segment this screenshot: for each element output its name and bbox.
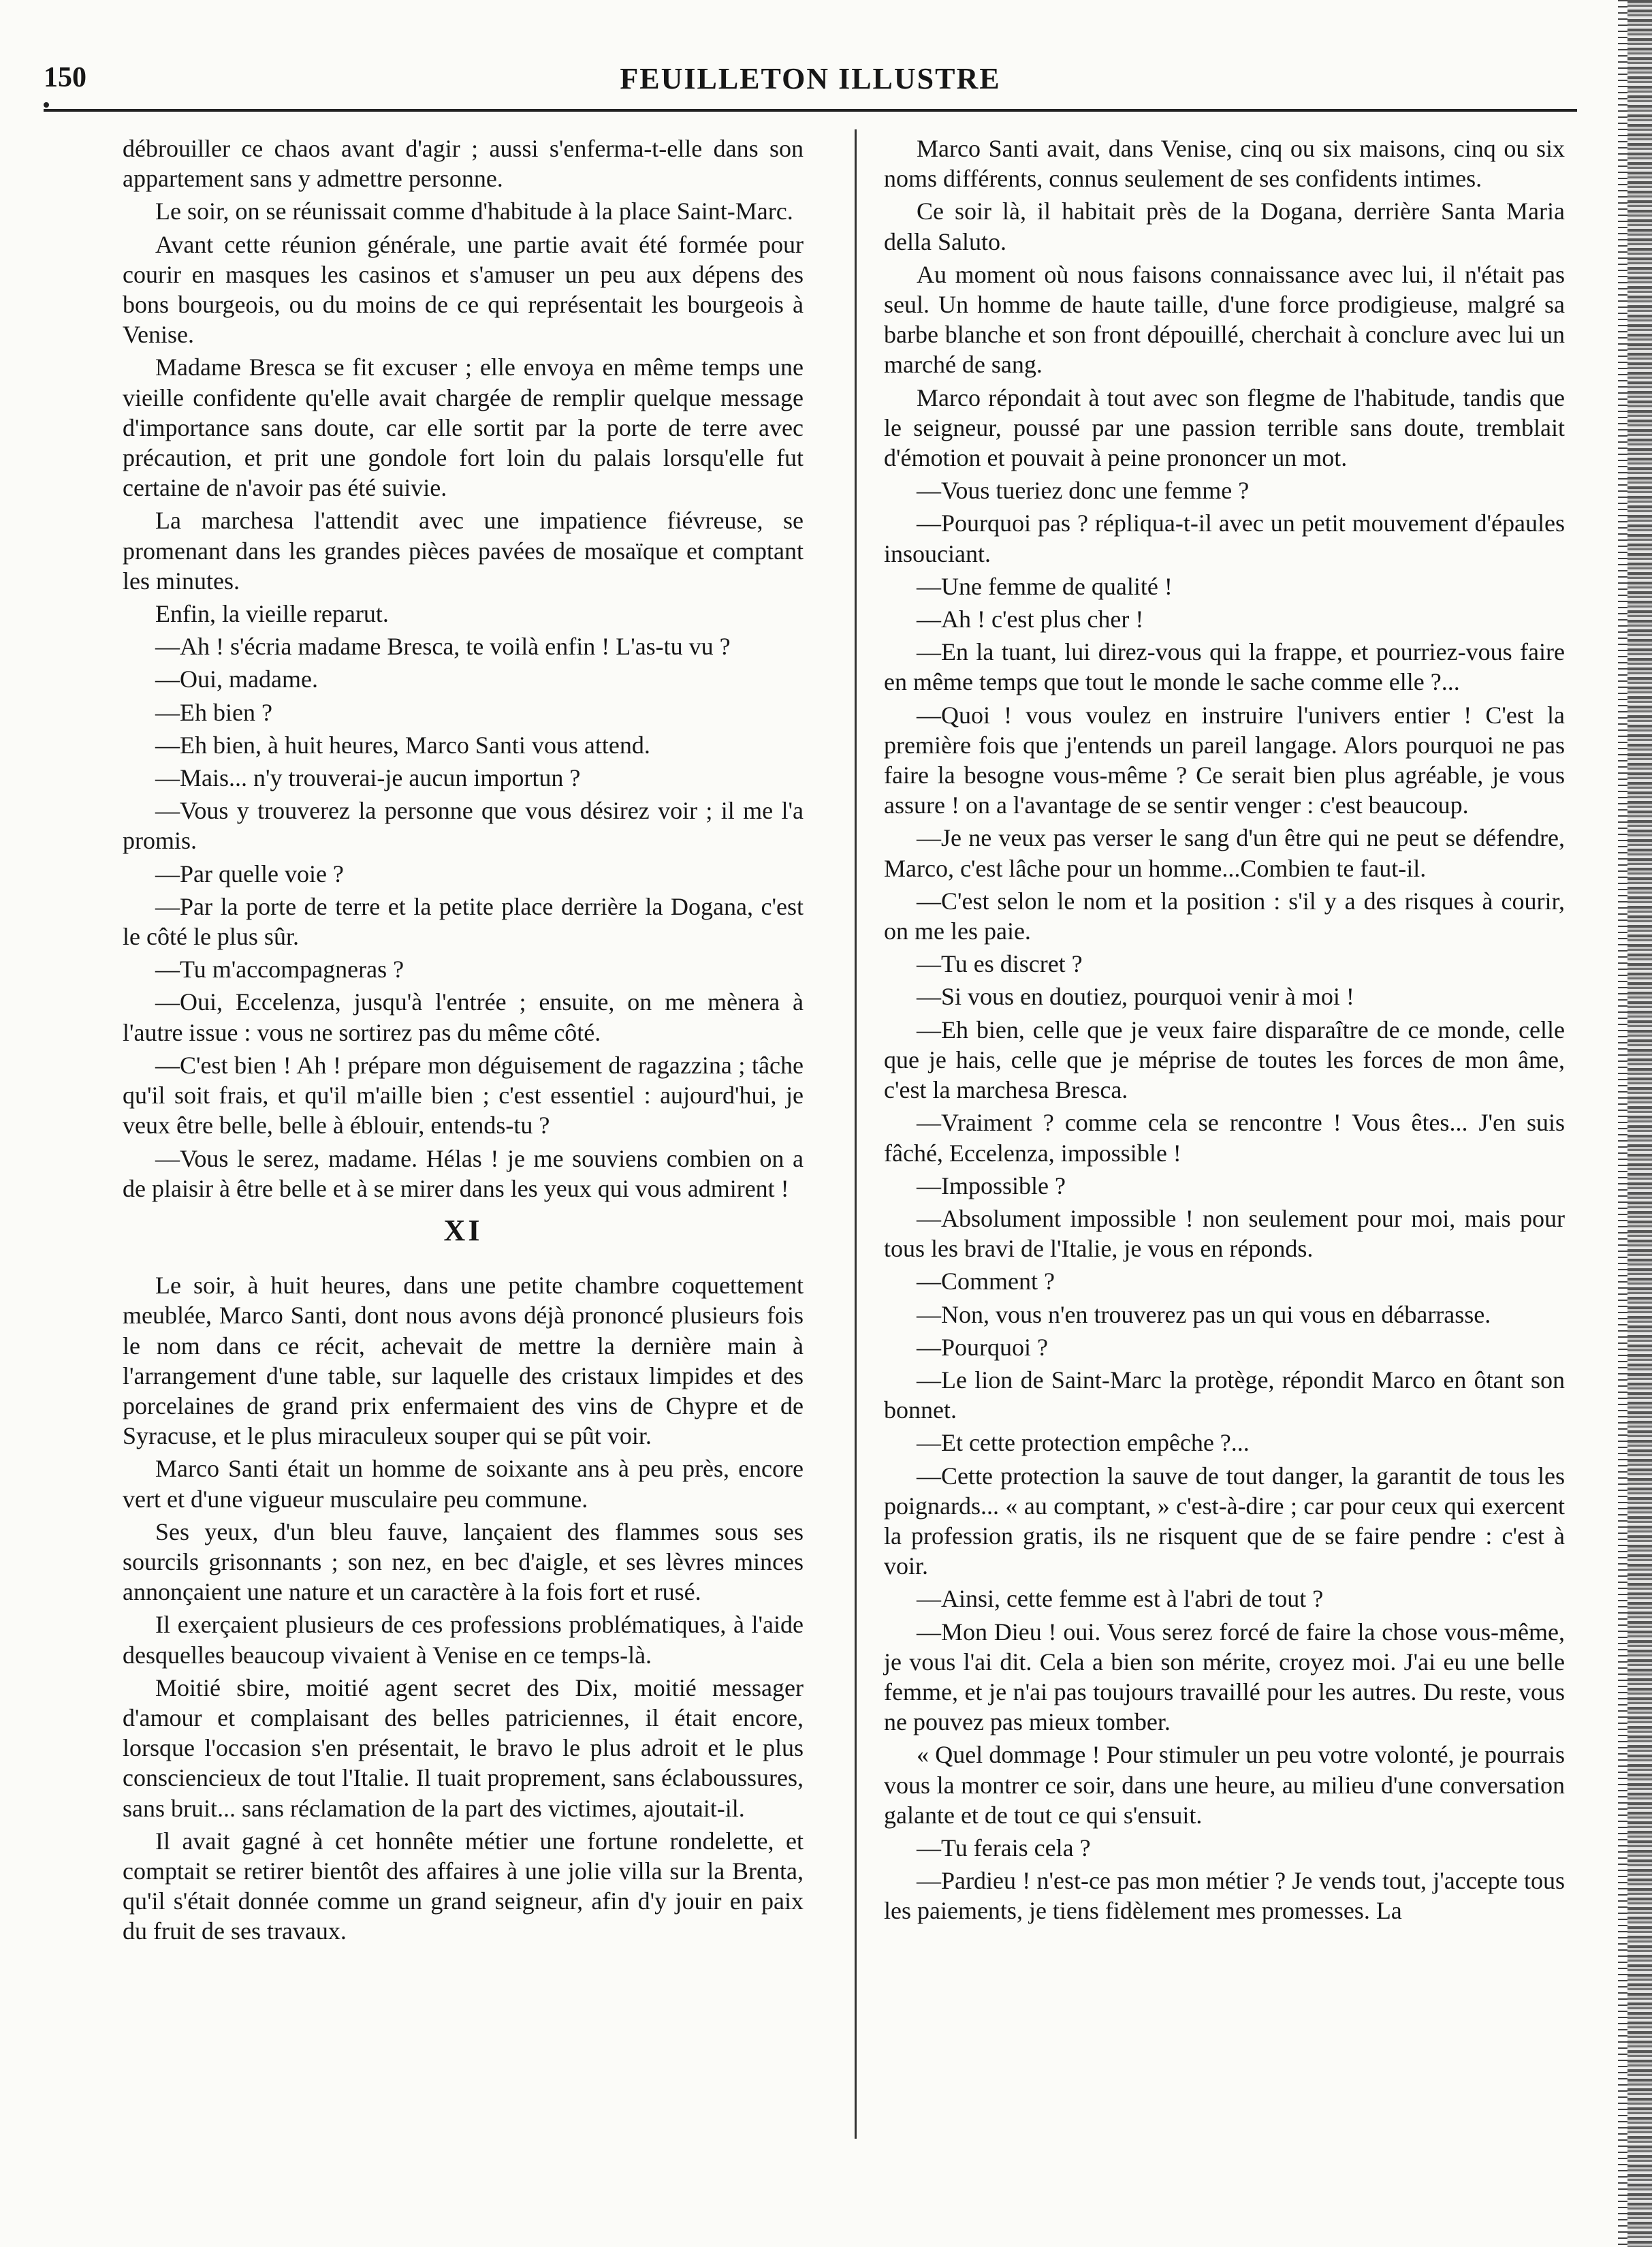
dialogue-line: —Tu ferais cela ? <box>917 1834 1091 1861</box>
right-column <box>884 133 1565 1929</box>
dialogue-line: —Ah ! s'écria madame Bresca, te voilà enfin ! L'as-tu vu ? <box>155 633 731 661</box>
dialogue-line: —Et cette protection empêche ?... <box>917 1429 1250 1457</box>
paragraph: Marco répondait à tout avec son flegme de l'habitude, tandis que le seigneur, poussé par une passion terrible sans doute, tremblait d'émotion et pouvait à peine prononcer un mot. <box>884 383 1565 472</box>
scanned-page-edge <box>1618 0 1652 2247</box>
paragraph: débrouiller ce chaos avant d'agir ; aussi s'enferma-t-elle dans son appartement sans y admettre personne. <box>123 135 804 193</box>
paragraph: Ses yeux, d'un bleu fauve, lançaient des flammes sous ses sourcils grisonnants ; son nez, en bec d'aigle, et ses lèvres minces annonçaient une nature et un caractère à la fois fort et rusé. <box>123 1518 804 1606</box>
paragraph: Enfin, la vieille reparut. <box>155 600 389 628</box>
dialogue-line: —Non, vous n'en trouverez pas un qui vous en débarrasse. <box>917 1300 1491 1328</box>
dialogue-line: —Eh bien, à huit heures, Marco Santi vous attend. <box>155 731 650 759</box>
paragraph: La marchesa l'attendit avec une impatience fiévreuse, se promenant dans les grandes pièces pavées de mosaïque et comptant les minutes. <box>123 507 804 595</box>
page-number: 150 <box>44 62 86 93</box>
dialogue-line: —Pourquoi ? <box>917 1333 1048 1361</box>
dialogue-line: —C'est bien ! Ah ! prépare mon déguisement de ragazzina ; tâche qu'il soit frais, et qu'il m'aille bien ; c'est essentiel : aujourd'hui, je veux être belle, belle à éblouir, entends-tu ? <box>123 1051 804 1140</box>
paragraph: Ce soir là, il habitait près de la Dogana, derrière Santa Maria della Saluto. <box>884 198 1565 255</box>
paragraph: Le soir, on se réunissait comme d'habitude à la place Saint-Marc. <box>155 198 793 225</box>
paragraph: Avant cette réunion générale, une partie avait été formée pour courir en masques les casinos et s'amuser un peu aux dépens des bons bourgeois, ou du moins de ce qui représentait les bourgeois à Venise. <box>123 230 804 349</box>
dialogue-line: —Eh bien ? <box>155 698 272 726</box>
column-divider <box>855 129 857 2139</box>
paragraph: Il exerçaient plusieurs de ces professions problématiques, à l'aide desquelles beaucoup vivaient à Venise en ce temps-là. <box>123 1611 804 1669</box>
chapter-heading: XI <box>443 1213 483 1247</box>
dialogue-line: —Comment ? <box>917 1268 1055 1295</box>
dialogue-line: —Cette protection la sauve de tout danger, la garantit de tous les poignards... « au comptant, » c'est-à-dire ; car pour ceux qui exercent la profession gratis, ils ne risquent que de se faire pendre : c'est à voir. <box>884 1462 1565 1580</box>
dialogue-line: —Mais... n'y trouverai-je aucun importun ? <box>155 764 581 792</box>
page-header <box>44 56 1577 104</box>
dialogue-line: —Oui, Eccelenza, jusqu'à l'entrée ; ensuite, on me mènera à l'autre issue : vous ne sortirez pas du même côté. <box>123 988 804 1046</box>
paragraph: « Quel dommage ! Pour stimuler un peu votre volonté, je pourrais vous la montrer ce soir, dans une heure, au milieu d'une conversation galante et de tout ce qui s'ensuit. <box>884 1741 1565 1829</box>
dialogue-line: —Tu m'accompagneras ? <box>155 956 404 984</box>
dialogue-line: —Le lion de Saint-Marc la protège, répondit Marco en ôtant son bonnet. <box>884 1366 1565 1424</box>
dialogue-line: —Par quelle voie ? <box>155 860 344 887</box>
dialogue-line: —Vous tueriez donc une femme ? <box>917 477 1250 505</box>
dialogue-line: —Eh bien, celle que je veux faire disparaître de ce monde, celle que je hais, celle que je méprise de toutes les forces de mon âme, c'est la marchesa Bresca. <box>884 1016 1565 1104</box>
dialogue-line: —C'est selon le nom et la position : s'il y a des risques à courir, on me les paie. <box>884 887 1565 945</box>
header-rule-dot <box>44 102 49 108</box>
dialogue-line: —Une femme de qualité ! <box>917 572 1173 600</box>
dialogue-line: —Ah ! c'est plus cher ! <box>917 606 1144 633</box>
dialogue-line: —Par la porte de terre et la petite place derrière la Dogana, c'est le côté le plus sûr. <box>123 892 804 951</box>
dialogue-line: —Vraiment ? comme cela se rencontre ! Vous êtes... J'en suis fâché, Eccelenza, impossible ! <box>884 1109 1565 1167</box>
dialogue-line: —Je ne veux pas verser le sang d'un être qui ne peut se défendre, Marco, c'est lâche pour un homme...Combien te faut-il. <box>884 824 1565 882</box>
paragraph: Marco Santi avait, dans Venise, cinq ou six maisons, cinq ou six noms différents, connus seulement de ses confidents intimes. <box>884 135 1565 193</box>
paragraph: Il avait gagné à cet honnête métier une fortune rondelette, et comptait se retirer bientôt des affaires à une jolie villa sur la Brenta, qu'il s'était donnée comme un grand seigneur, afin d'y jouir en paix du fruit de ses travaux. <box>123 1827 804 1945</box>
running-title: FEUILLETON ILLUSTRE <box>620 62 1001 95</box>
dialogue-line: —Absolument impossible ! non seulement pour moi, mais pour tous les bravi de l'Italie, je vous en réponds. <box>884 1204 1565 1263</box>
dialogue-line: —Ainsi, cette femme est à l'abri de tout ? <box>917 1585 1324 1613</box>
dialogue-line: —Vous y trouverez la personne que vous désirez voir ; il me l'a promis. <box>123 797 804 855</box>
paragraph: Marco Santi était un homme de soixante ans à peu près, encore vert et d'une vigueur musculaire peu commune. <box>123 1455 804 1513</box>
paragraph: Madame Bresca se fit excuser ; elle envoya en même temps une vieille confidente qu'elle avait chargée de remplir quelque message d'importance sans doute, car elle sortit par la porte de terre avec précaution, et prit une gondole fort loin du palais lorsqu'elle fut certaine de n'avoir pas été suivie. <box>123 353 804 502</box>
dialogue-line: —Impossible ? <box>917 1172 1066 1199</box>
dialogue-line: —Pourquoi pas ? répliqua-t-il avec un petit mouvement d'épaules insouciant. <box>884 509 1565 567</box>
header-rule <box>44 109 1577 112</box>
left-column <box>123 133 804 1949</box>
dialogue-line: —Mon Dieu ! oui. Vous serez forcé de faire la chose vous-même, je vous l'ai dit. Cela a bien son mérite, croyez moi. J'ai eu une belle femme, et je n'ai pas toujours travaillé pour les autres. Du reste, vous ne pouvez pas mieux tomber. <box>884 1618 1565 1736</box>
paragraph: Moitié sbire, moitié agent secret des Dix, moitié messager d'amour et complaisant des belles patriciennes, il était encore, lorsque l'occasion s'en présentait, le bravo le plus adroit et le plus consciencieux de tout l'Italie. Il tuait proprement, sans éclaboussures, sans bruit... sans réclamation de la part des victimes, ajoutait-il. <box>123 1674 804 1822</box>
paragraph: Au moment où nous faisons connaissance avec lui, il n'était pas seul. Un homme de haute taille, d'une force prodigieuse, malgré sa barbe blanche et son front dépouillé, cherchait à conclure avec lui un marché de sang. <box>884 260 1565 379</box>
dialogue-line: —Pardieu ! n'est-ce pas mon métier ? Je vends tout, j'accepte tous les paiements, je tiens fidèlement mes promesses. La <box>884 1867 1565 1925</box>
dialogue-line: —Si vous en doutiez, pourquoi venir à moi ! <box>917 983 1354 1011</box>
dialogue-line: —En la tuant, lui direz-vous qui la frappe, et pourriez-vous faire en même temps que tout le monde le sache comme elle ?... <box>884 638 1565 696</box>
dialogue-line: —Tu es discret ? <box>917 950 1083 978</box>
paragraph: Le soir, à huit heures, dans une petite chambre coquettement meublée, Marco Santi, dont nous avons déjà prononcé plusieurs fois le nom dans ce récit, achevait de mettre la dernière main à l'arrangement d'une table, sur laquelle des cristaux limpides et des porcelaines de grand prix enfermaient des vins de Chypre et de Syracuse, et le plus miraculeux souper qui se pût voir. <box>123 1272 804 1450</box>
dialogue-line: —Oui, madame. <box>155 665 318 693</box>
dialogue-line: —Vous le serez, madame. Hélas ! je me souviens combien on a de plaisir à être belle et à se mirer dans les yeux qui vous admirent ! <box>123 1144 804 1202</box>
dialogue-line: —Quoi ! vous voulez en instruire l'univers entier ! C'est la première fois que j'entends un pareil langage. Alors pourquoi ne pas faire la besogne vous-même ? Ce serait bien plus agréable, je vous assure ! on a l'avantage de se sentir venger : c'est beaucoup. <box>884 701 1565 819</box>
